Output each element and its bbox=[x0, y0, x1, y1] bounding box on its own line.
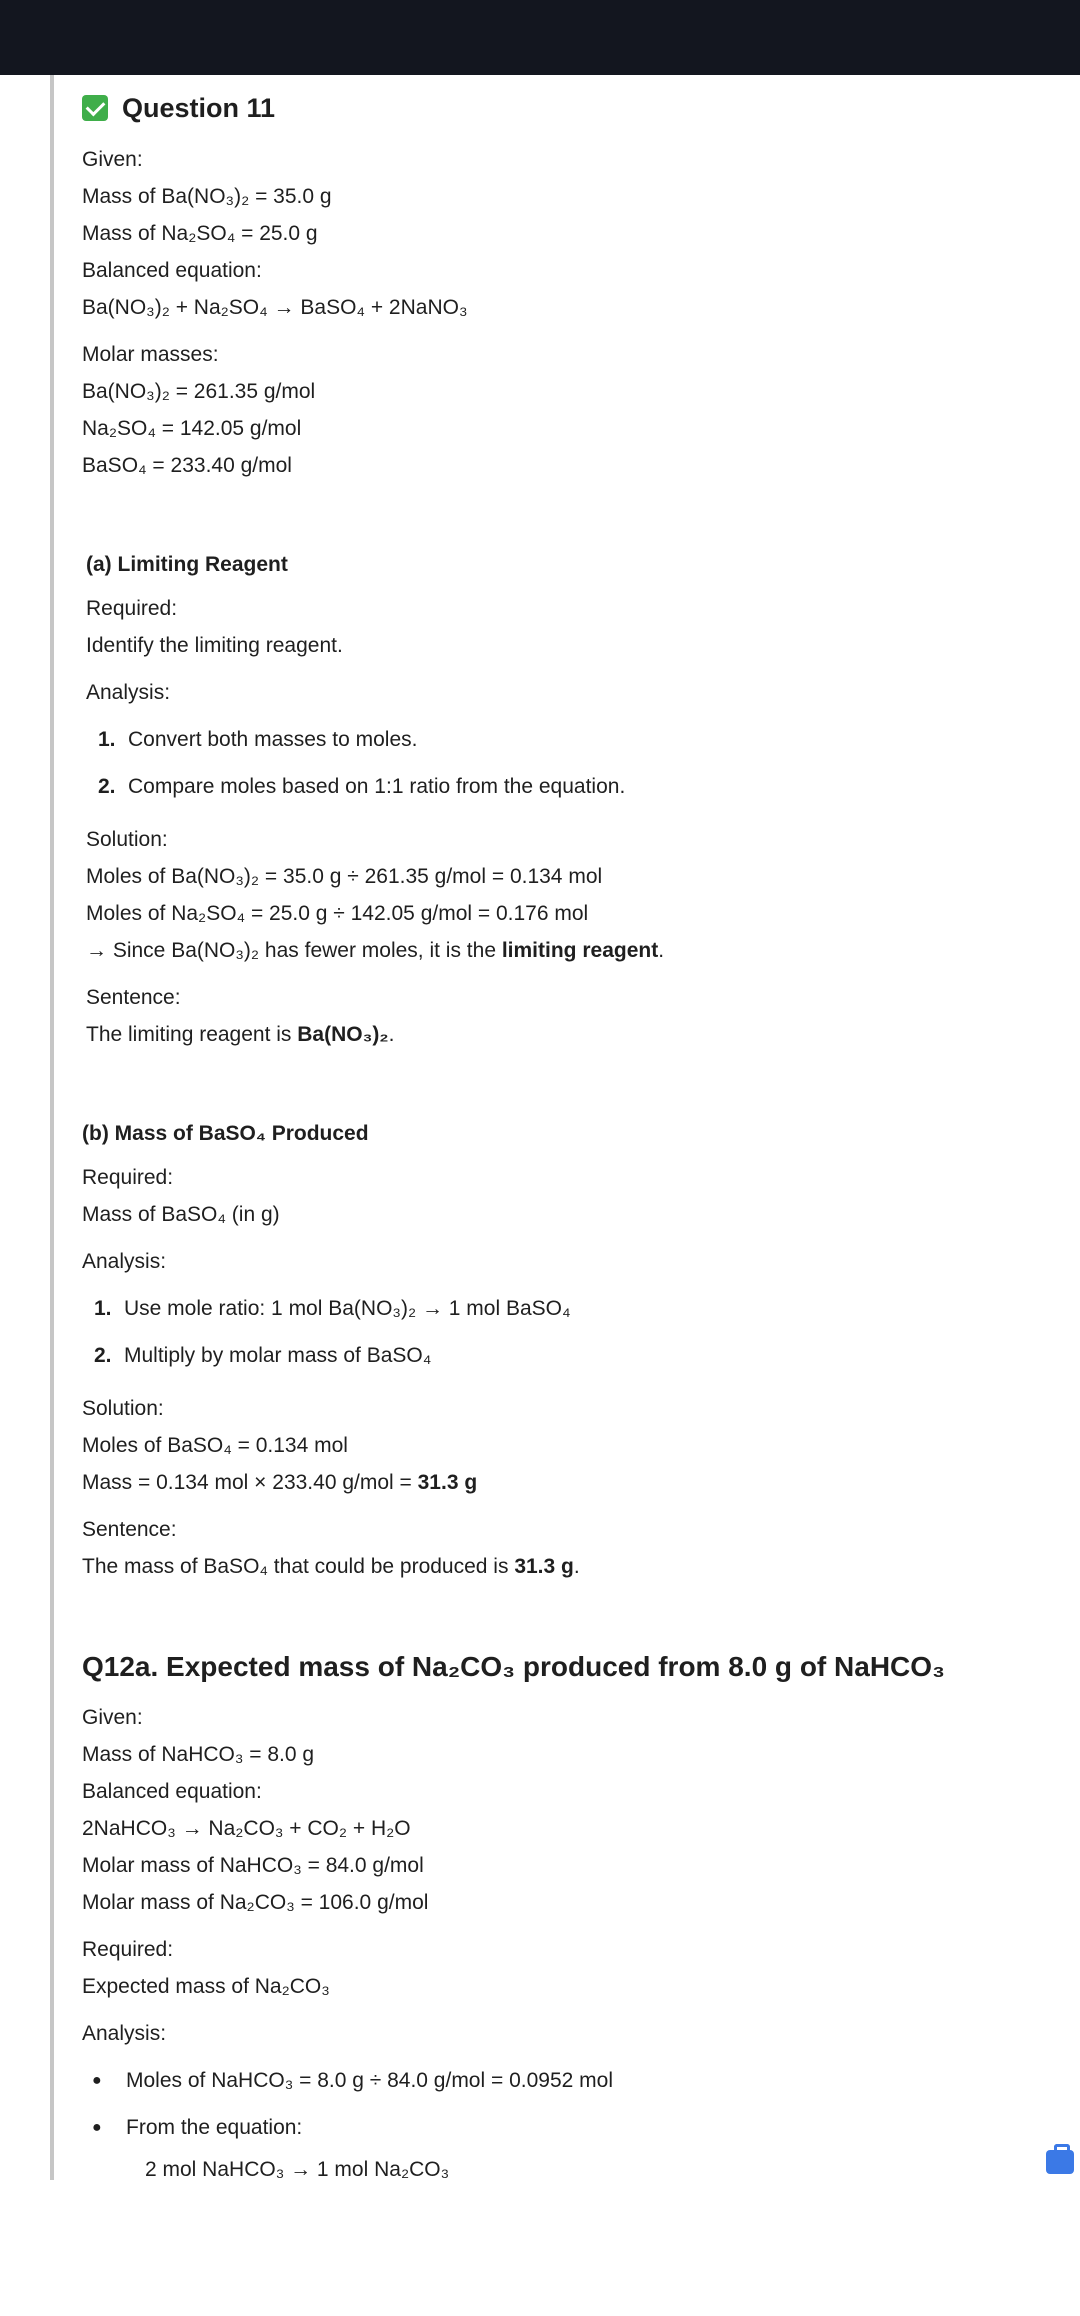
given-line: Mass of Ba(NO₃)₂ = 35.0 g bbox=[82, 185, 332, 208]
check-icon bbox=[82, 95, 108, 121]
list-item: 1. Use mole ratio: 1 mol Ba(NO₃)₂ → 1 mol BaSO₄ bbox=[94, 1297, 571, 1320]
given-line: 2NaHCO₃ → Na₂CO₃ + CO₂ + H₂O bbox=[82, 1817, 411, 1840]
analysis-label: Analysis: bbox=[82, 2022, 167, 2045]
required-text: Expected mass of Na₂CO₃ bbox=[82, 1975, 330, 1998]
question-title bbox=[82, 79, 1062, 137]
required-label: Required: bbox=[82, 1166, 174, 1189]
given-line: Balanced equation: bbox=[82, 259, 262, 282]
given-line: Mass of Na₂SO₄ = 25.0 g bbox=[82, 222, 318, 245]
sentence-label: Sentence: bbox=[82, 1518, 177, 1541]
list-item: ● Moles of NaHCO₃ = 8.0 g ÷ 84.0 g/mol = 0.0952 mol bbox=[92, 2069, 613, 2092]
molar-masses-label: Molar masses: bbox=[82, 343, 219, 366]
q12a-heading: Q12a. Expected mass of Na₂CO₃ produced from 8.0 g of NaHCO₃ bbox=[82, 1651, 945, 1682]
question-title-text: Question 11 bbox=[122, 92, 276, 123]
analysis-label: Analysis: bbox=[82, 1250, 167, 1273]
conclusion-line: → Since Ba(NO₃)₂ has fewer moles, it is the limiting reagent. bbox=[86, 939, 665, 962]
solution-line: Moles of Ba(NO₃)₂ = 35.0 g ÷ 261.35 g/mol = 0.134 mol bbox=[86, 865, 603, 888]
list-subline: 2 mol NaHCO₃ → 1 mol Na₂CO₃ bbox=[145, 2158, 450, 2181]
analysis-list bbox=[82, 1285, 1062, 1379]
sentence-text: The limiting reagent is Ba(NO₃)₂. bbox=[86, 1023, 395, 1046]
briefcase-icon[interactable] bbox=[1046, 2150, 1074, 2174]
required-label: Required: bbox=[82, 1938, 174, 1961]
analysis-list bbox=[82, 2057, 1062, 2188]
solution-line: Moles of Na₂SO₄ = 25.0 g ÷ 142.05 g/mol = 0.176 mol bbox=[86, 902, 589, 925]
part-a-heading: (a) Limiting Reagent bbox=[86, 553, 288, 576]
molar-line: Ba(NO₃)₂ = 261.35 g/mol bbox=[82, 380, 316, 403]
blockquote-rail bbox=[50, 75, 54, 2180]
given-line: Ba(NO₃)₂ + Na₂SO₄ → BaSO₄ + 2NaNO₃ bbox=[82, 296, 468, 319]
given-label: Given: bbox=[82, 1706, 143, 1729]
given-line: Balanced equation: bbox=[82, 1780, 262, 1803]
part-b-heading: (b) Mass of BaSO₄ Produced bbox=[82, 1122, 369, 1145]
given-line: Molar mass of Na₂CO₃ = 106.0 g/mol bbox=[82, 1891, 429, 1914]
solution-label: Solution: bbox=[82, 1397, 164, 1420]
molar-line: Na₂SO₄ = 142.05 g/mol bbox=[82, 417, 302, 440]
part-a-section bbox=[82, 546, 1062, 1053]
list-item: 1. Convert both masses to moles. bbox=[98, 728, 418, 751]
part-b-section bbox=[82, 1115, 1062, 1585]
list-item: 2. Multiply by molar mass of BaSO₄ bbox=[94, 1344, 432, 1367]
given-label: Given: bbox=[82, 148, 143, 171]
required-text: Mass of BaSO₄ (in g) bbox=[82, 1203, 280, 1226]
analysis-label: Analysis: bbox=[86, 681, 171, 704]
solution-line: Moles of BaSO₄ = 0.134 mol bbox=[82, 1434, 348, 1457]
analysis-list bbox=[86, 716, 1062, 810]
top-status-bar bbox=[0, 0, 1080, 75]
required-text: Identify the limiting reagent. bbox=[86, 634, 343, 657]
list-item: 2. Compare moles based on 1:1 ratio from the equation. bbox=[98, 775, 626, 798]
solution-line: Mass = 0.134 mol × 233.40 g/mol = 31.3 g bbox=[82, 1471, 478, 1494]
solution-label: Solution: bbox=[86, 828, 168, 851]
required-label: Required: bbox=[86, 597, 178, 620]
molar-line: BaSO₄ = 233.40 g/mol bbox=[82, 454, 292, 477]
given-line: Mass of NaHCO₃ = 8.0 g bbox=[82, 1743, 315, 1766]
given-line: Molar mass of NaHCO₃ = 84.0 g/mol bbox=[82, 1854, 424, 1877]
sentence-label: Sentence: bbox=[86, 986, 181, 1009]
list-item: ● From the equation: bbox=[92, 2116, 303, 2139]
sentence-text: The mass of BaSO₄ that could be produced is 31.3 g. bbox=[82, 1555, 580, 1578]
q12a-section bbox=[82, 1647, 1062, 2188]
document-content bbox=[82, 75, 1062, 2188]
